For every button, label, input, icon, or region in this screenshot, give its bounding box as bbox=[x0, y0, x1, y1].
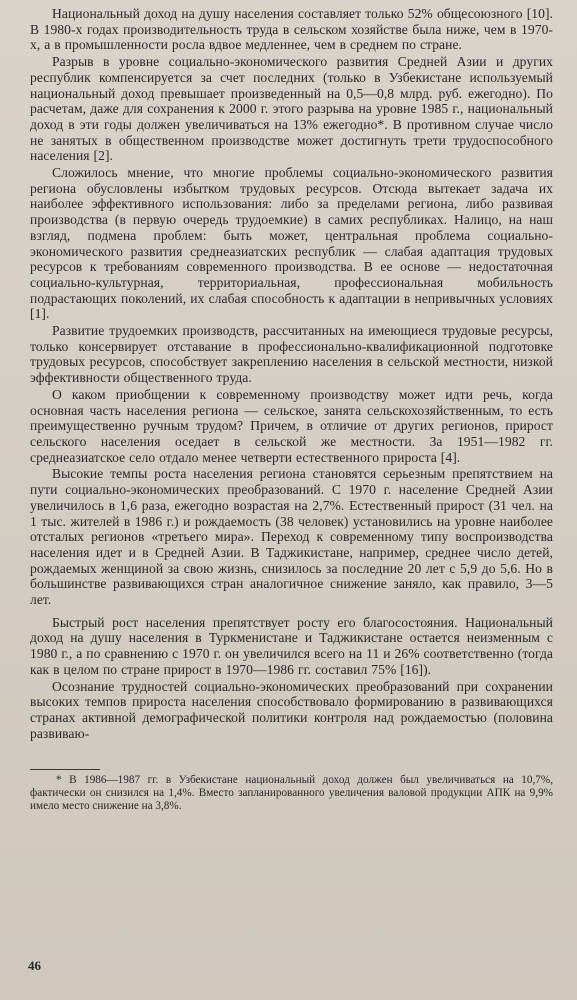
page-number: 46 bbox=[28, 958, 41, 973]
footnote: * В 1986—1987 гг. в Узбекистане национальный доход должен был увеличиваться на 10,7%, фактически он снизился на 1,4%. Вместо запланированного увеличения валовой продукции АПК на 9,9% имело место снижение на 3,8%. bbox=[30, 774, 553, 812]
paragraph-5: О каком приобщении к современному производству может идти речь, когда основная часть населения региона — сельское, занята сельскохозяйственным, то есть преимущественно ручным трудом? Причем, в отличие от других регионов, прирост сельского населения оседает в сельской же местности. За 1951—1982 гг. среднеазиатское село отдало менее четверти естественного прироста [4]. bbox=[30, 386, 553, 465]
paragraph-6: Высокие темпы роста населения региона становятся серьезным препятствием на пути социально-экономических преобразований. С 1970 г. население Средней Азии увеличилось в 1,6 раза, ежегодно возрастая на 2,7%. Естественный прирост (31 чел. на 1 тыс. жителей в 1986 г.) и рождаемость (38 человек) установились на уровне наиболее отсталых регионов «третьего мира». Переход к современному типу воспроизводства населения идет и в Средней Азии. В Таджикистане, например, среднее число детей, рождаемых женщиной за свою жизнь, снизилось за последние 20 лет с 5,9 до 5,6. Но в большинстве развивающихся стран аналогичное снижение заняло, как правило, 3—5 лет. bbox=[30, 466, 553, 608]
paragraph-1: Национальный доход на душу населения составляет только 52% общесоюзного [10]. В 1980-х годах производительность труда в сельском хозяйстве была ниже, чем в 1970-х, а в промышленности росла вдвое медленнее, чем в среднем по стране. bbox=[30, 6, 553, 53]
paragraph-4: Развитие трудоемких производств, рассчитанных на имеющиеся трудовые ресурсы, только консервирует отставание в профессионально-квалификационной подготовке трудовых ресурсов, способствует закреплению населения в сельской местности, низкой эффективности общественного труда. bbox=[30, 323, 553, 386]
paragraph-2: Разрыв в уровне социально-экономического развития Средней Азии и других республик компенсируется за счет последних (только в Узбекистане используемый национальный доход превышает произведенный на 0,5—0,8 млрд. руб. ежегодно). По расчетам, даже для сохранения к 2000 г. этого разрыва на уровне 1985 г., национальный доход в эти годы должен увеличиваться на 13% ежегодно*. В противном случае число не занятых в общественном производстве может достигнуть трети трудоспособного населения [2]. bbox=[30, 54, 553, 164]
paragraph-7: Быстрый рост населения препятствует росту его благосостояния. Национальный доход на душу населения в Туркменистане и Таджикистане остается неизменным с 1980 г., а по сравнению с 1970 г. он увеличился всего на 11 и 26% соответственно (тогда как в целом по стране прирост в 1970—1986 гг. составил 75% [16]). bbox=[30, 614, 553, 677]
footnote-divider bbox=[30, 769, 100, 770]
paragraph-8: Осознание трудностей социально-экономических преобразований при сохранении высоких темпов прироста населения способствовало формированию в развивающихся странах активной демографической политики контроля над рождаемостью (половина развиваю- bbox=[30, 678, 553, 741]
paragraph-3: Сложилось мнение, что многие проблемы социально-экономического развития региона обусловлены избытком трудовых ресурсов. Отсюда вытекает задача их наиболее эффективного использования: либо за пределами региона, либо развивая производства (в первую очередь трудоемкие) в самих республиках. Налицо, на наш взгляд, подмена проблем: быть может, центральная проблема социально-экономического развития среднеазиатских республик — слабая адаптация трудовых ресурсов к требованиям современного производства. В ее основе — недостаточная социально-культурная, территориальная, профессиональная мобильность подрастающих поколений, их слабая способность к адаптации в непривычных условиях [1]. bbox=[30, 165, 553, 322]
